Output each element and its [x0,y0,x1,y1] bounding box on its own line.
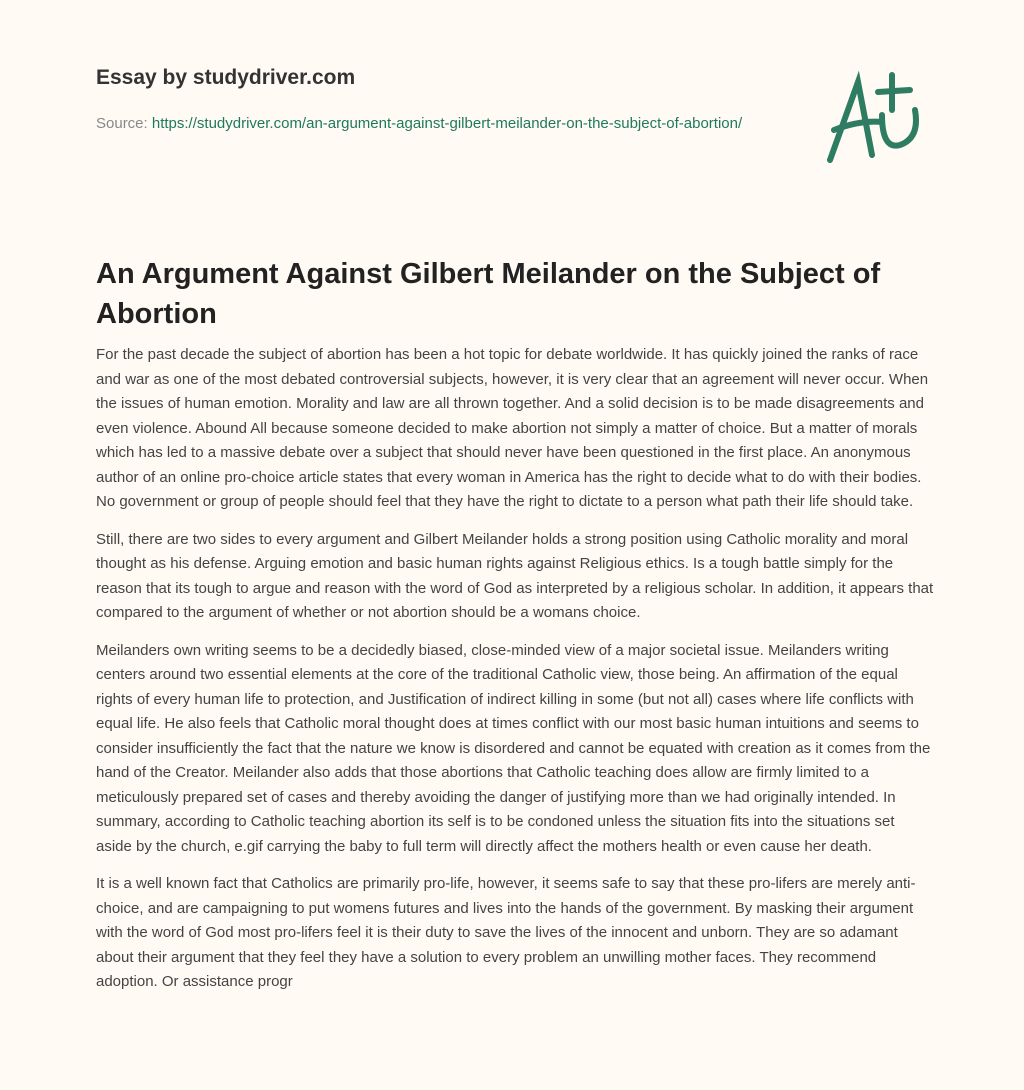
paragraph: Meilanders own writing seems to be a decidedly biased, close-minded view of a major societal issue. Meilanders writing centers around two essential elements at the core of the traditional Catholic view, those being. An affirmation of the equal rights of every human life to protection, and Justification of indirect killing in some (but not all) cases where life conflicts with equal life. He also feels that Catholic moral thought does at times conflict with our most basic human intuitions and seems to consider insufficiently the fact that the nature we know is disordered and cannot be equated with creation as it comes from the hand of the Creator. Meilander also adds that those abortions that Catholic teaching does allow are firmly limited to a meticulously prepared set of cases and thereby avoiding the danger of justifying more than we had originally intended. In summary, according to Catholic teaching abortion its self is to be condoned unless the situation fits into the situations set aside by the church, e.gif carrying the baby to full term will directly affect the mothers health or even cause her death. [96,641,931,855]
paragraph: Still, there are two sides to every argument and Gilbert Meilander holds a strong position using Catholic morality and moral thought as his defense. Arguing emotion and basic human rights against Religious ethics. Is a tough battle simply for the reason that its tough to argue and reason with the word of God as interpreted by a religious scholar. In addition, it appears that compared to the argument of whether or not abortion should be a womans choice. [96,530,934,621]
paragraph: It is a well known fact that Catholics are primarily pro-life, however, it seems safe to say that these pro-lifers are merely anti-choice, and are campaigning to put womens futures and lives into the hands of the government. By masking their argument with the word of God most pro-lifers feel it is their duty to save the lives of the innocent and unborn. They are so adamant about their argument that they feel they have a solution to every problem an unwilling mother faces. They recommend adoption. Or assistance progr [96,875,916,990]
a-plus-logo [820,70,930,165]
source-label: Source: [96,115,152,132]
source-line [96,112,756,136]
source-link[interactable]: https://studydriver.com/an-argument-against-gilbert-meilander-on-the-subject-of-abortion/ [151,115,743,132]
paragraph: For the past decade the subject of abortion has been a hot topic for debate worldwide. It has quickly joined the ranks of race and war as one of the most debated controversial subjects, however, it is very clear that an agreement will never occur. When the issues of human emotion. Morality and law are all thrown together. And a solid decision is to be made disagreements and even violence. Abound All because someone decided to make abortion not simply a matter of choice. But a matter of morals which has led to a massive debate over a subject that should never have been questioned in the first place. An anonymous author of an online pro-choice article states that every woman in America has the right to decide what to do with their bodies. No government or group of people should feel that they have the right to dictate to a person what path their life should take. [96,346,929,510]
essay-body [96,343,934,1008]
essay-title: An Argument Against Gilbert Meilander on the Subject of Abortion [96,258,881,330]
site-brand: Essay by studydriver.com [96,66,356,89]
